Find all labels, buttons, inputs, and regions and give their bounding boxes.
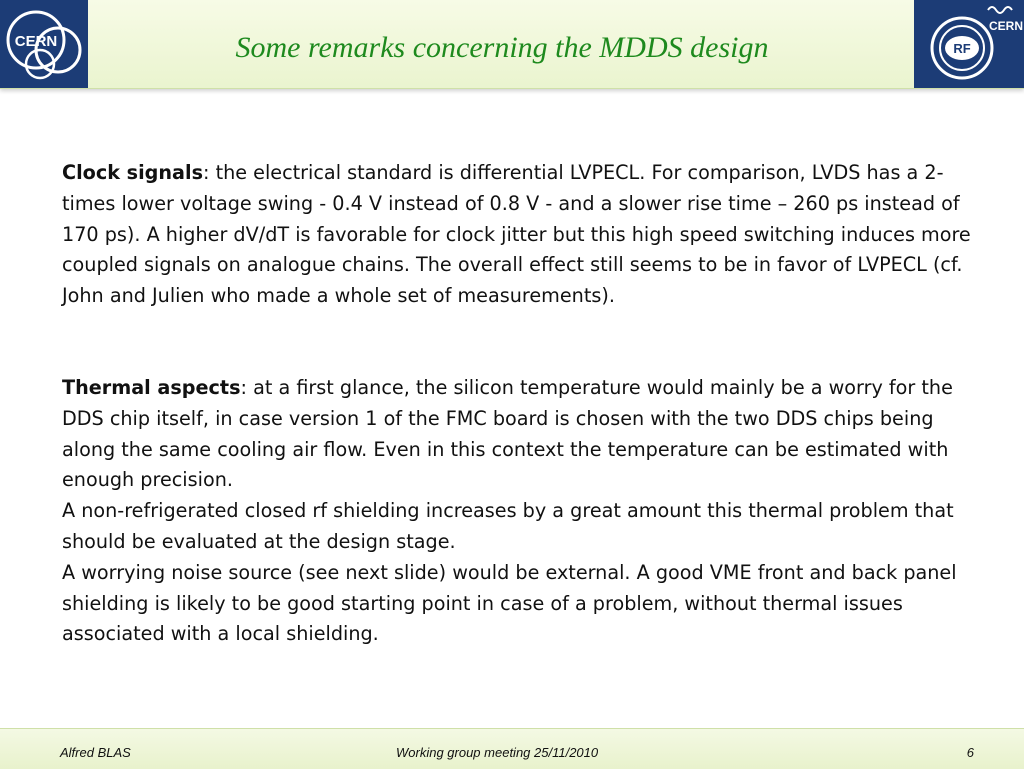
footer-event: Working group meeting 25/11/2010 <box>396 745 599 760</box>
cern-logo-icon <box>0 0 88 88</box>
thermal-aspects-paragraph <box>62 373 982 496</box>
cern-logo-text: CERN <box>14 33 58 50</box>
slide-body <box>62 158 982 650</box>
clock-signals-label: Clock signals <box>62 161 203 184</box>
slide-footer <box>0 728 1024 769</box>
slide-title: Some remarks concerning the MDDS design <box>235 31 769 64</box>
clock-signals-paragraph <box>62 158 982 312</box>
footer-page-number: 6 <box>966 745 974 760</box>
thermal-aspects-text: : at a first glance, the silicon temperature would mainly be a worry for the DDS chip itself, in case version 1 of the FMC board is chosen with the two DDS chips being along the same cooling air flow. Even in this context the temperature can be estimated with enough precision. <box>62 375 953 492</box>
footer-author: Alfred BLAS <box>60 745 131 760</box>
paragraph-spacer <box>62 312 982 373</box>
slide-header <box>0 0 1024 89</box>
noise-source-paragraph: A worrying noise source (see next slide) would be external. A good VME front and back panel shielding is likely to be good starting point in case of a problem, without thermal issues associated with a local shielding. <box>62 560 957 646</box>
cern-logo <box>0 0 88 88</box>
clock-signals-text: : the electrical standard is differential LVPECL. For comparison, LVDS has a 2-times lower voltage swing - 0.4 V instead of 0.8 V - and a slower rise time – 260 ps instead of 170 ps). A higher dV/dT is favorable for clock jitter but this high speed switching induces more coupled signals on analogue chains. The overall effect still seems to be in favor of LVPECL (cf. John and Julien who made a whole set of measurements). <box>62 161 971 308</box>
thermal-aspects-label: Thermal aspects <box>62 375 241 399</box>
cern-rf-logo <box>914 0 1024 88</box>
cern-small-text: CERN <box>988 19 1024 33</box>
rf-logo-text: RF <box>953 41 971 56</box>
cern-rf-logo-icon <box>914 0 1024 88</box>
shielding-paragraph: A non-refrigerated closed rf shielding increases by a great amount this thermal problem that should be evaluated at the design stage. <box>62 499 954 553</box>
